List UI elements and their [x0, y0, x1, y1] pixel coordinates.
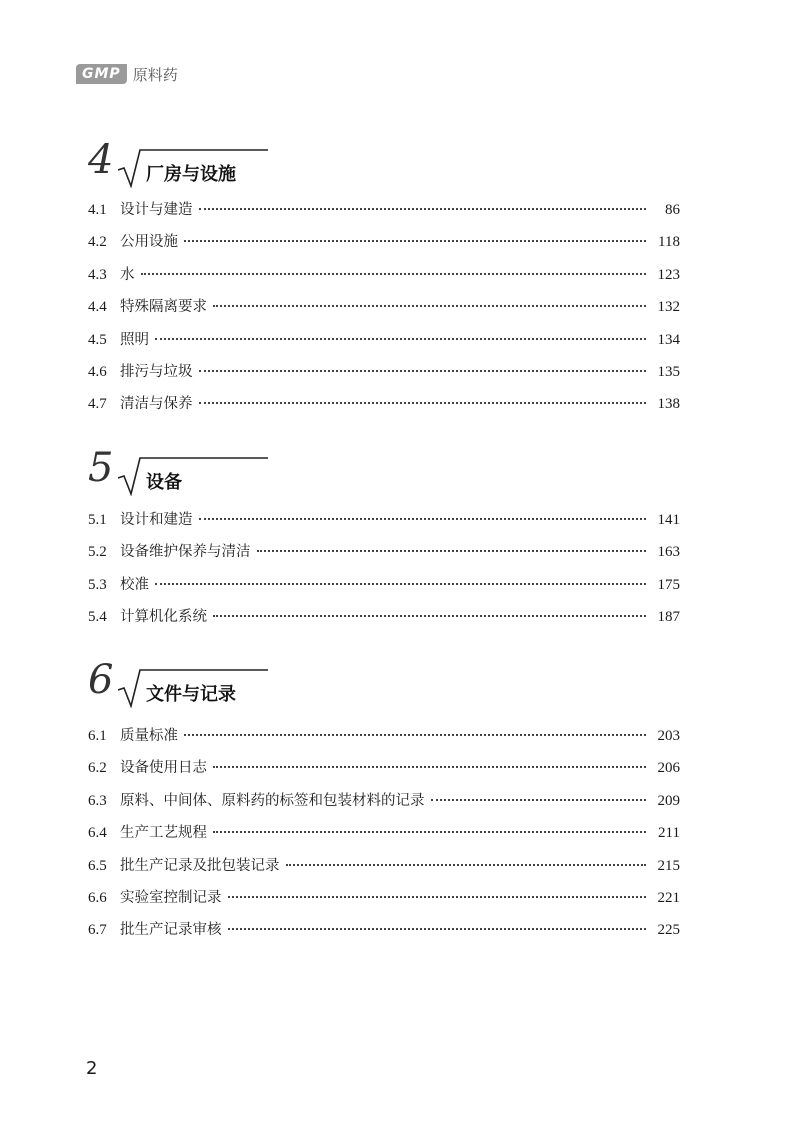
entry-number: 4.4: [88, 299, 107, 316]
toc-entry[interactable]: [88, 920, 680, 952]
toc-entry[interactable]: [88, 232, 680, 264]
entry-number: 6.4: [88, 825, 107, 842]
dot-leader: [257, 549, 647, 552]
entry-title: 校准: [120, 576, 149, 593]
dot-leader: [213, 765, 646, 768]
chapter-6: [88, 657, 688, 939]
toc-entry[interactable]: [88, 726, 680, 758]
entry-number: 4.1: [88, 202, 107, 218]
entry-title: 清洁与保养: [120, 396, 193, 413]
toc-entries: [88, 726, 680, 953]
entry-title: 排污与垃圾: [120, 363, 193, 380]
entry-number: 6.1: [88, 728, 107, 744]
entry-page: 215: [657, 857, 680, 874]
entry-page: 141: [657, 512, 680, 528]
chapter-title: 设备: [146, 472, 182, 493]
dot-leader: [431, 798, 647, 801]
page-number: 2: [86, 1058, 98, 1079]
entry-title: 生产工艺规程: [120, 825, 207, 842]
entry-number: 4.3: [88, 266, 107, 283]
chapter-number: 5: [88, 445, 114, 491]
entry-page: 135: [657, 363, 680, 380]
toc-entry[interactable]: [88, 362, 680, 394]
entry-page: 123: [657, 266, 680, 283]
running-header: [76, 62, 178, 86]
entry-number: 4.2: [88, 234, 107, 251]
dot-leader: [213, 830, 646, 833]
entry-page: 203: [657, 728, 680, 744]
entry-title: 设计和建造: [120, 512, 193, 528]
entry-title: 公用设施: [120, 234, 178, 251]
entry-page: 118: [658, 234, 680, 251]
entry-page: 225: [657, 922, 680, 939]
entry-title: 设计与建造: [120, 202, 193, 218]
toc-entry[interactable]: [88, 330, 680, 362]
entry-title: 照明: [120, 331, 149, 348]
dot-leader: [286, 863, 647, 866]
entry-number: 4.7: [88, 396, 107, 413]
entry-number: 6.7: [88, 922, 107, 939]
dot-leader: [213, 304, 646, 307]
dot-leader: [199, 369, 647, 372]
chapter-number: 6: [88, 657, 114, 703]
entry-number: 4.6: [88, 363, 107, 380]
toc-entry[interactable]: [88, 575, 680, 607]
dot-leader: [155, 582, 646, 585]
entry-title: 批生产记录及批包装记录: [120, 857, 280, 874]
toc-entry[interactable]: [88, 607, 680, 639]
chapter-number: 4: [88, 137, 114, 183]
dot-leader: [213, 614, 646, 617]
entry-title: 批生产记录审核: [120, 922, 222, 939]
entry-number: 5.3: [88, 576, 107, 593]
entry-title: 设备使用日志: [120, 760, 207, 777]
entry-page: 134: [657, 331, 680, 348]
chapter-4: [88, 137, 688, 413]
entry-page: 175: [657, 576, 680, 593]
entry-title: 质量标准: [120, 728, 178, 744]
entry-title: 计算机化系统: [120, 609, 207, 626]
toc-entries: [88, 510, 680, 640]
entry-title: 设备维护保养与清洁: [120, 544, 251, 561]
entry-number: 6.6: [88, 889, 107, 906]
dot-leader: [199, 207, 647, 210]
dot-leader: [184, 239, 646, 242]
entry-page: 209: [657, 792, 680, 809]
toc-entry[interactable]: [88, 758, 680, 790]
entry-page: 211: [658, 825, 680, 842]
toc-entry[interactable]: [88, 510, 680, 542]
entry-page: 221: [657, 889, 680, 906]
toc-entry[interactable]: [88, 200, 680, 232]
entry-page: 163: [657, 544, 680, 561]
entry-title: 原料、中间体、原料药的标签和包装材料的记录: [120, 792, 425, 809]
dot-leader: [228, 927, 647, 930]
entry-page: 138: [657, 396, 680, 413]
entry-page: 86: [665, 202, 680, 218]
entry-number: 4.5: [88, 331, 107, 348]
chapter-title: 文件与记录: [146, 684, 236, 705]
toc-entry[interactable]: [88, 856, 680, 888]
gmp-logo: GMP: [76, 64, 127, 84]
entry-title: 特殊隔离要求: [120, 299, 207, 316]
toc-entry[interactable]: [88, 823, 680, 855]
chapter-heading: [88, 657, 688, 710]
entry-page: 206: [657, 760, 680, 777]
toc-entries: [88, 200, 680, 427]
dot-leader: [155, 337, 646, 340]
toc-entry[interactable]: [88, 791, 680, 823]
entry-number: 5.1: [88, 512, 107, 528]
toc-entry[interactable]: [88, 888, 680, 920]
entry-title: 水: [120, 266, 135, 283]
chapter-heading: [88, 137, 688, 190]
toc-entry[interactable]: [88, 297, 680, 329]
entry-number: 6.3: [88, 792, 107, 809]
entry-number: 5.2: [88, 544, 107, 561]
toc-entry[interactable]: [88, 265, 680, 297]
dot-leader: [199, 517, 647, 520]
entry-title: 实验室控制记录: [120, 889, 222, 906]
chapter-heading: [88, 445, 688, 498]
header-title: 原料药: [132, 65, 178, 84]
chapter-5: [88, 445, 688, 626]
entry-number: 6.5: [88, 857, 107, 874]
dot-leader: [199, 401, 647, 404]
entry-number: 6.2: [88, 760, 107, 777]
chapter-title: 厂房与设施: [146, 164, 236, 185]
entry-number: 5.4: [88, 609, 107, 626]
dot-leader: [228, 895, 647, 898]
radical-sign-icon: [118, 456, 268, 496]
entry-page: 132: [657, 299, 680, 316]
toc-entry[interactable]: [88, 542, 680, 574]
toc-entry[interactable]: [88, 394, 680, 426]
dot-leader: [141, 272, 647, 275]
dot-leader: [184, 733, 646, 736]
entry-page: 187: [657, 609, 680, 626]
